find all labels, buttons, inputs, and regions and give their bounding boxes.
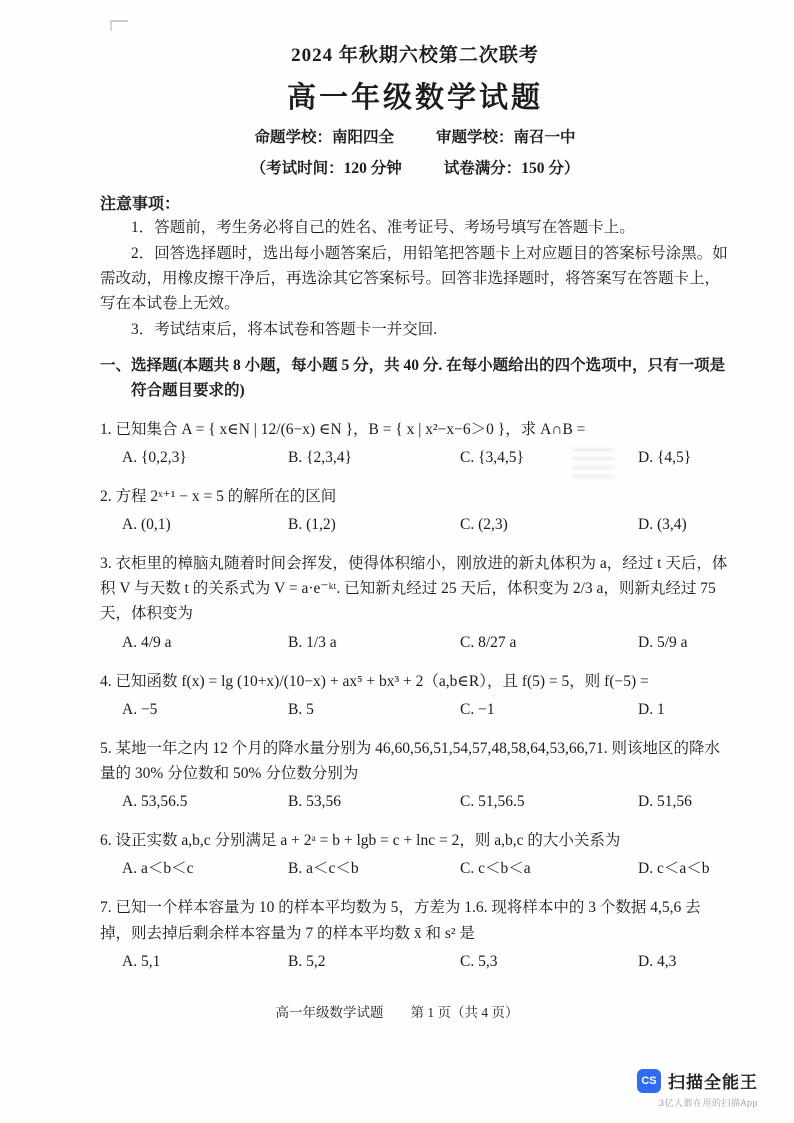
option-c: C. 51,56.5 [460, 793, 525, 811]
question-text: 3. 衣柜里的樟脑丸随着时间会挥发，使得体积缩小，刚放进的新丸体积为 a，经过 t 天后，体积 V 与天数 t 的关系式为 V = a·e⁻ᵏᵗ. 已知新丸经过 25 天后，体积变为 2/3 a，则新丸经过 75 天，体积变为 [100, 555, 728, 623]
option-c: C. c＜b＜a [460, 860, 531, 878]
option-c: C. 5,3 [460, 952, 498, 970]
question-6 [100, 828, 730, 881]
scan-artifact-top-left [110, 20, 128, 31]
options-row [100, 697, 730, 722]
options-row [100, 949, 730, 974]
exam-header [100, 40, 730, 178]
option-b: B. (1,2) [288, 516, 336, 534]
option-a: A. a＜b＜c [122, 860, 194, 878]
question-4 [100, 669, 730, 722]
options-row [100, 445, 730, 470]
exam-total-score: 试卷满分：150 分） [443, 160, 580, 177]
option-c: C. −1 [460, 700, 495, 718]
question-7 [100, 895, 730, 973]
option-d: D. (3,4) [638, 516, 687, 534]
question-text: 5. 某地一年之内 12 个月的降水量分别为 46,60,56,51,54,57,48,58,64,53,66,71. 则该地区的降水量的 30% 分位数和 50% 分位数分别为 [100, 739, 721, 782]
option-d: D. 4,3 [638, 952, 677, 970]
option-a: A. (0,1) [122, 516, 171, 534]
notice-section [100, 191, 730, 343]
option-a: A. 5,1 [122, 952, 161, 970]
school-info-row [100, 125, 730, 147]
question-text: 4. 已知函数 f(x) = lg (10+x)/(10−x) + ax⁵ + bx³ + 2（a,b∈R），且 f(5) = 5，则 f(−5) = [100, 672, 649, 690]
option-d: D. 51,56 [638, 793, 692, 811]
question-1 [100, 417, 730, 470]
question-text: 2. 方程 2ˣ⁺¹ − x = 5 的解所在的区间 [100, 487, 337, 505]
watermark-brand-row [637, 1068, 758, 1093]
option-b: B. 5 [288, 700, 314, 718]
question-2 [100, 484, 730, 537]
section-one-heading: 一、选择题(本题共 8 小题，每小题 5 分，共 40 分. 在每小题给出的四个选项中，只有一项是符合题目要求的) [100, 356, 726, 399]
option-d: D. 1 [638, 700, 665, 718]
option-d: D. {4,5} [638, 448, 692, 466]
option-a: A. −5 [122, 700, 158, 718]
option-d: D. 5/9 a [638, 633, 688, 651]
watermark-subtitle: 3亿人都在用的扫描App [658, 1098, 758, 1108]
notice-heading: 注意事项： [100, 196, 181, 213]
option-b: B. 5,2 [288, 952, 326, 970]
option-b: B. 53,56 [288, 793, 341, 811]
watermark-brand-text: 扫描全能王 [668, 1073, 758, 1092]
option-c: C. (2,3) [460, 516, 508, 534]
question-3 [100, 551, 730, 654]
camscanner-watermark [637, 1068, 758, 1109]
option-c: C. {3,4,5} [460, 448, 524, 466]
notice-item-2: 2．回答选择题时，选出每小题答案后，用铅笔把答题卡上对应题目的答案标号涂黑。如需改动，用橡皮擦干净后，再选涂其它答案标号。回答非选择题时，将答案写在答题卡上，写在本试卷上无效。 [100, 245, 728, 313]
options-row [100, 630, 730, 655]
reviewer-school: 审题学校：南召一中 [436, 129, 576, 146]
options-row [100, 856, 730, 881]
options-row [100, 789, 730, 814]
exam-duration: （考试时间：120 分钟 [250, 160, 402, 177]
option-b: B. a＜c＜b [288, 860, 359, 878]
option-b: B. 1/3 a [288, 633, 337, 651]
option-a: A. 4/9 a [122, 633, 172, 651]
page-footer: 高一年级数学试题 第 1 页（共 4 页） [275, 1005, 519, 1020]
notice-item-3: 3．考试结束后，将本试卷和答题卡一并交回. [131, 321, 438, 339]
option-a: A. {0,2,3} [122, 448, 187, 466]
question-text: 7. 已知一个样本容量为 10 的样本平均数为 5，方差为 1.6. 现将样本中的 3 个数据 4,5,6 去掉，则去掉后剩余样本容量为 7 的样本平均数 x̄ 和 s² 是 [100, 899, 701, 942]
notice-item-1: 1．答题前，考生务必将自己的姓名、准考证号、考场号填写在答题卡上。 [131, 219, 635, 236]
option-b: B. {2,3,4} [288, 448, 352, 466]
question-5 [100, 736, 730, 814]
option-d: D. c＜a＜b [638, 860, 710, 878]
exam-session-title: 2024 年秋期六校第二次联考 [291, 45, 539, 66]
question-text: 6. 设正实数 a,b,c 分别满足 a + 2ᵃ = b + lgb = c + lnc = 2，则 a,b,c 的大小关系为 [100, 832, 621, 850]
option-a: A. 53,56.5 [122, 793, 188, 811]
options-row [100, 512, 730, 537]
exam-info-row [100, 156, 730, 178]
question-text: 1. 已知集合 A = { x∈N | 12/(6−x) ∈N }，B = { x | x²−x−6＞0 }，求 A∩B = [100, 420, 586, 438]
exam-paper-title: 高一年级数学试题 [286, 82, 543, 114]
setter-school: 命题学校：南阳四全 [254, 129, 394, 146]
option-c: C. 8/27 a [460, 633, 517, 651]
scan-bleed-artifact [572, 448, 614, 482]
camscanner-logo-icon: CS [637, 1069, 661, 1093]
